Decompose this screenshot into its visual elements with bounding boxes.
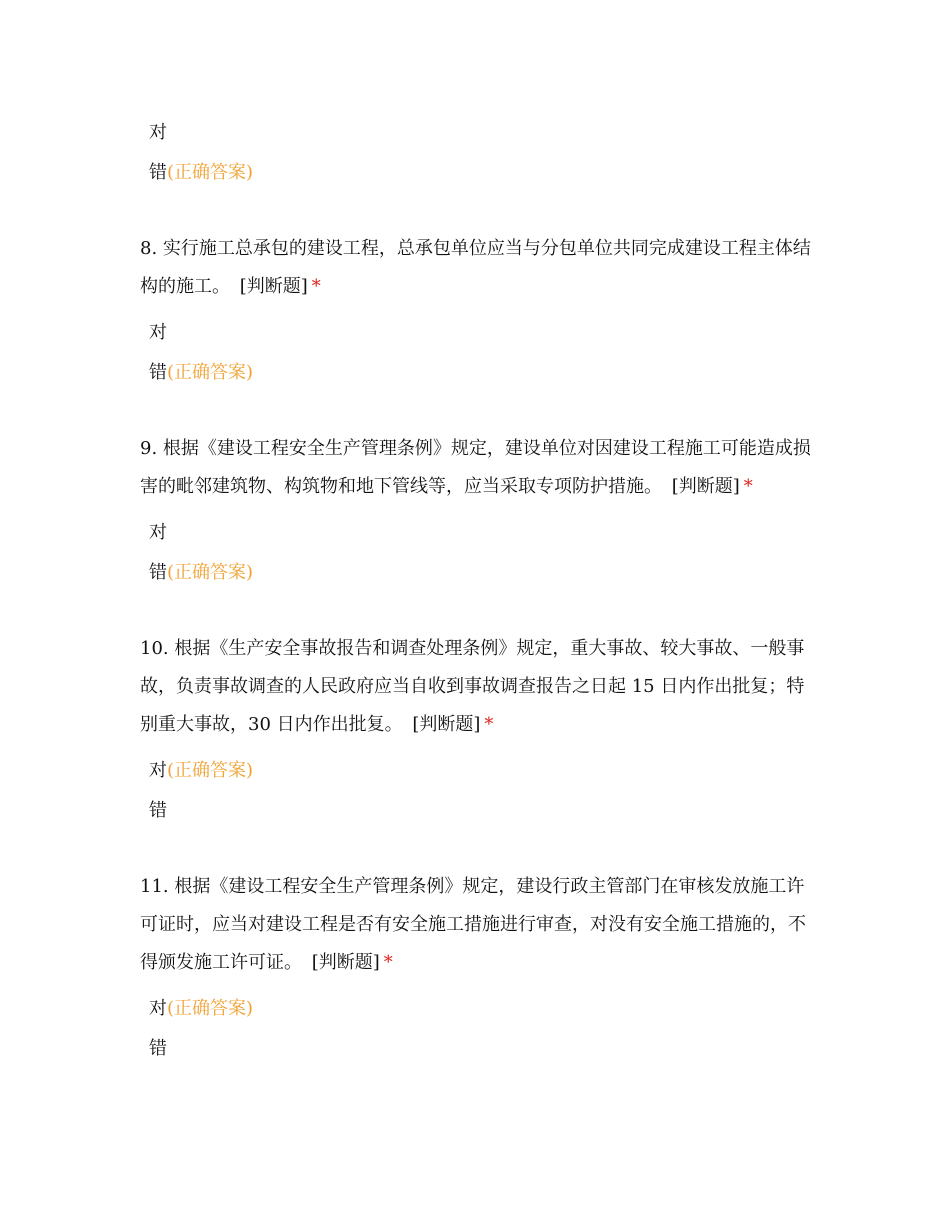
q11-option-true[interactable]	[149, 997, 253, 1021]
question-text: 根据《建设工程安全生产管理条例》规定，建设单位对因建设工程施工可能造成损害的毗邻建筑物、构筑物和地下管线等，应当采取专项防护措施。	[140, 438, 811, 497]
option-label: 错	[149, 1038, 167, 1059]
question-number: 8.	[140, 238, 158, 259]
question-type: [判断题]	[311, 952, 380, 973]
q9-option-false[interactable]	[149, 561, 253, 585]
q7-option-true[interactable]	[149, 121, 167, 145]
correct-answer-mark: (正确答案)	[167, 362, 254, 383]
q11-option-false[interactable]	[149, 1037, 167, 1061]
option-label: 对	[149, 998, 167, 1019]
question-text: 实行施工总承包的建设工程，总承包单位应当与分包单位共同完成建设工程主体结构的施工。	[140, 238, 811, 297]
question-type: [判断题]	[412, 714, 481, 735]
question-number: 11.	[140, 876, 169, 897]
option-label: 对	[149, 322, 167, 343]
option-label: 错	[149, 162, 167, 183]
correct-answer-mark: (正确答案)	[167, 760, 254, 781]
question-number: 10.	[140, 638, 169, 659]
option-label: 对	[149, 760, 167, 781]
q8-option-true[interactable]	[149, 321, 167, 345]
correct-answer-mark: (正确答案)	[167, 562, 254, 583]
correct-answer-mark: (正确答案)	[167, 998, 254, 1019]
option-label: 错	[149, 362, 167, 383]
question-8	[140, 230, 820, 306]
required-star: *	[383, 952, 393, 973]
correct-answer-mark: (正确答案)	[167, 162, 254, 183]
question-type: [判断题]	[239, 276, 308, 297]
q8-option-false[interactable]	[149, 361, 253, 385]
option-label: 错	[149, 562, 167, 583]
question-9	[140, 430, 820, 506]
question-text: 根据《生产安全事故报告和调查处理条例》规定，重大事故、较大事故、一般事故，负责事故调查的人民政府应当自收到事故调查报告之日起 15 日内作出批复；特别重大事故，30 日内作出批复。	[140, 638, 805, 735]
option-label: 错	[149, 800, 167, 821]
question-type: [判断题]	[671, 476, 740, 497]
option-label: 对	[149, 522, 167, 543]
q9-option-true[interactable]	[149, 521, 167, 545]
question-10	[140, 630, 820, 744]
option-label: 对	[149, 122, 167, 143]
question-text: 根据《建设工程安全生产管理条例》规定，建设行政主管部门在审核发放施工许可证时，应当对建设工程是否有安全施工措施进行审查，对没有安全施工措施的，不得颁发施工许可证。	[140, 876, 806, 973]
required-star: *	[484, 714, 494, 735]
required-star: *	[743, 476, 753, 497]
question-number: 9.	[140, 438, 158, 459]
required-star: *	[311, 276, 321, 297]
q7-option-false[interactable]	[149, 161, 253, 185]
question-11	[140, 868, 820, 982]
q10-option-true[interactable]	[149, 759, 253, 783]
q10-option-false[interactable]	[149, 799, 167, 823]
